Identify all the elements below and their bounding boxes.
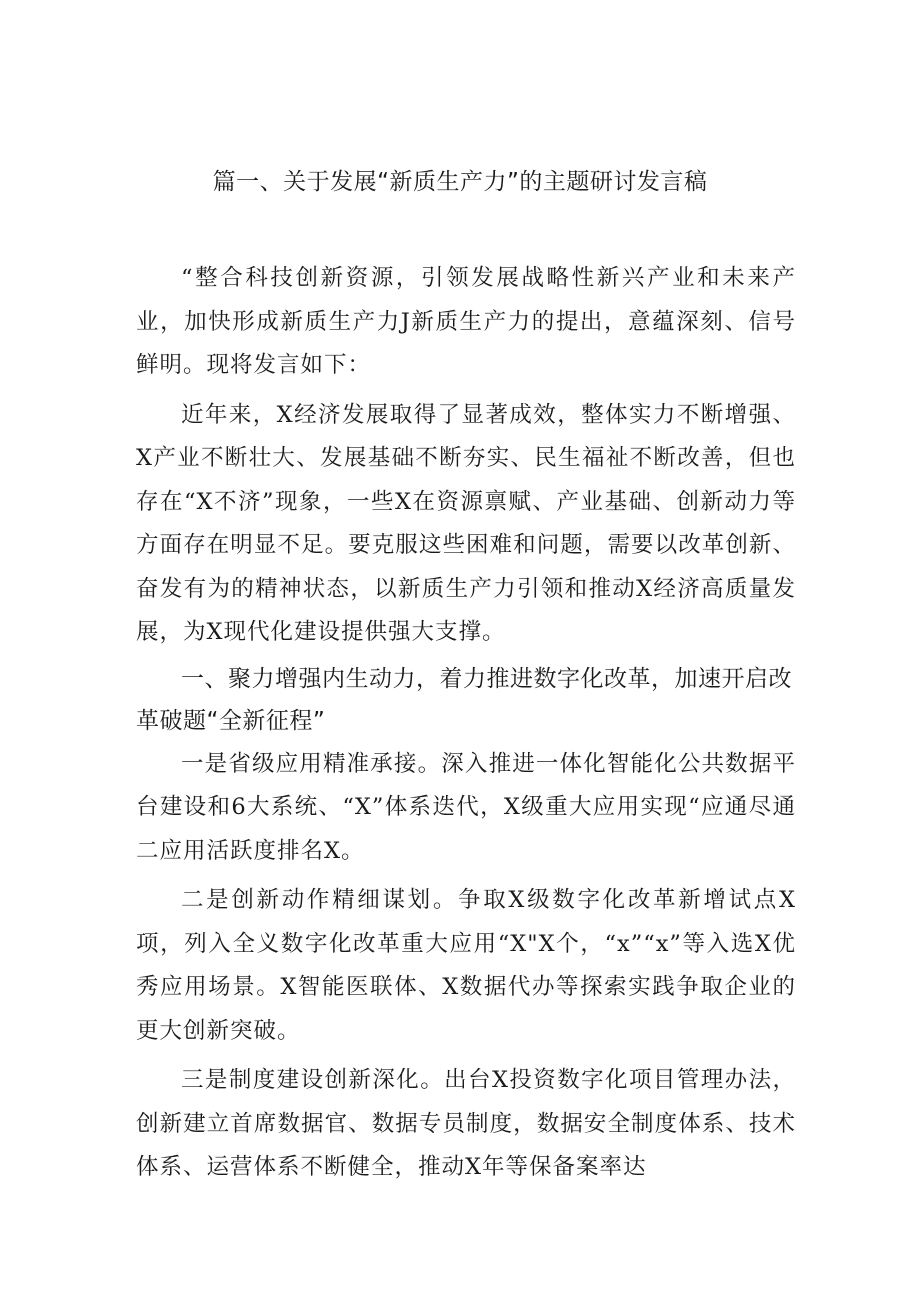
section-heading: 一、聚力增强内生动力，着力推进数字化改革，加速开启改革破题“全新征程” <box>136 665 792 734</box>
document-title: 篇一、关于发展“新质生产力”的主题研讨发言稿 <box>212 169 708 195</box>
section-paragraph-3: 三是制度建设创新深化。出台X投资数字化项目管理办法，创新建立首席数据官、数据专员制度，数据安全制度体系、技术体系、运营体系不断健全，推动X年等保备案率达 <box>136 1067 796 1180</box>
section-paragraph-2: 二是创新动作精细谋划。争取X级数字化改革新增试点X项，列入全义数字化改革重大应用“X"X个，“x”“x”等入选X优秀应用场景。X智能医联体、X数据代办等探索实践争取企业的更大创新突破。 <box>136 887 796 1044</box>
intro-paragraph: “整合科技创新资源，引领发展战略性新兴产业和未来产业，加快形成新质生产力J新质生产力的提出，意蕴深刻、信号鲜明。现将发言如下： <box>136 265 796 378</box>
document-body <box>136 257 796 1190</box>
section-paragraph-1: 一是省级应用精准承接。深入推进一体化智能化公共数据平台建设和6大系统、“X”体系迭代，X级重大应用实现“应通尽通二应用活跃度排名X。 <box>136 750 796 864</box>
background-paragraph: 近年来，X经济发展取得了显著成效，整体实力不断增强、X产业不断壮大、发展基础不断夯实、民生福祉不断改善，但也存在“X不济”现象，一些X在资源禀赋、产业基础、创新动力等方面存在明显不足。要克服这些困难和问题，需要以改革创新、奋发有为的精神状态，以新质生产力引领和推动X经济高质量发展，为X现代化建设提供强大支撑。 <box>136 401 796 645</box>
